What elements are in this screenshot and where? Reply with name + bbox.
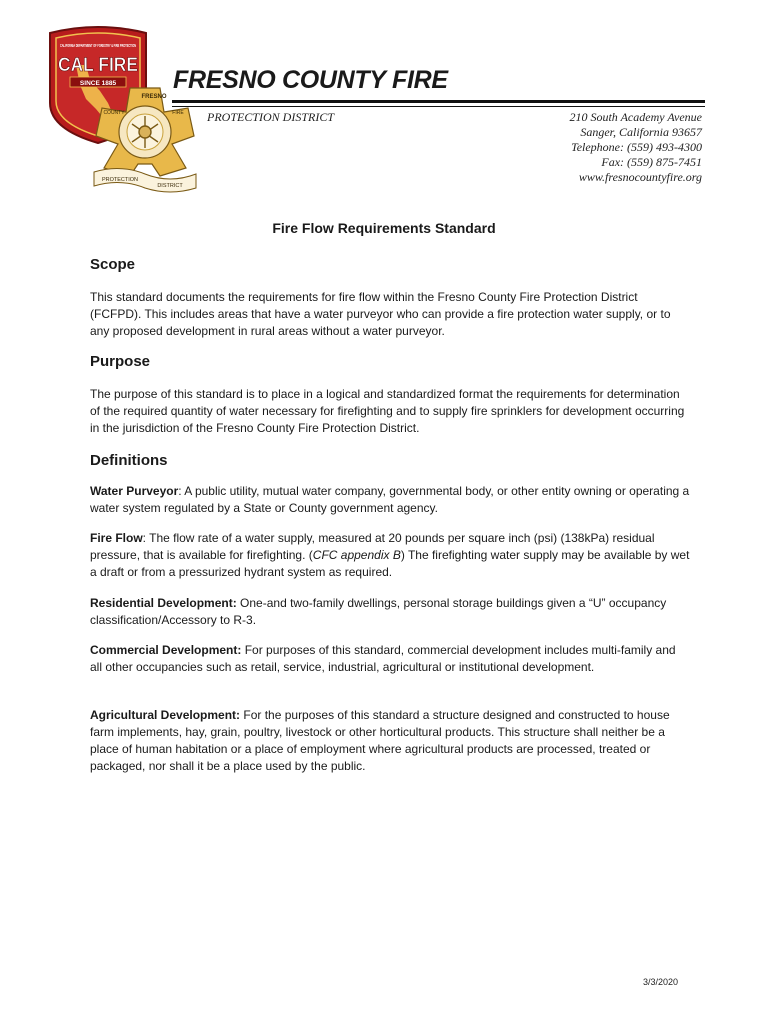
term-agricultural: Agricultural Development: bbox=[90, 708, 241, 722]
definitions-heading: Definitions bbox=[90, 452, 168, 469]
definition-fire-flow-reference: CFC appendix B bbox=[312, 548, 401, 562]
definition-commercial bbox=[90, 642, 690, 676]
definition-agricultural-text: For the purposes of this standard a structure designed and constructed to house farm implements, hay, grain, poultry, livestock or other horticultural products. This structure shall neither be a place of human habitation or a place of employment where agricultural products are processed, treated or packaged, nor shall it be a place used by the public. bbox=[90, 708, 670, 773]
address-street: 210 South Academy Avenue bbox=[569, 110, 702, 124]
organization-name: FRESNO COUNTY FIRE bbox=[173, 66, 448, 94]
header-rule-thick bbox=[172, 100, 705, 103]
document-title: Fire Flow Requirements Standard bbox=[272, 220, 496, 236]
header-logos bbox=[40, 22, 210, 194]
fire-district-logo-left: COUNTY bbox=[103, 110, 125, 116]
purpose-heading: Purpose bbox=[90, 353, 151, 370]
term-commercial: Commercial Development: bbox=[90, 643, 242, 657]
header-rule-thin bbox=[172, 106, 705, 107]
definition-fire-flow bbox=[90, 530, 690, 581]
definition-water-purveyor bbox=[90, 483, 690, 517]
address-fax: Fax: (559) 875-7451 bbox=[601, 155, 702, 169]
definition-residential bbox=[90, 595, 690, 629]
contact-address bbox=[569, 110, 702, 185]
cal-fire-logo-top-text: CALIFORNIA DEPARTMENT OF FORESTRY & FIRE PROTECTION bbox=[60, 43, 136, 48]
fire-district-logo-banner-left: PROTECTION bbox=[101, 177, 139, 183]
document-date: 3/3/2020 bbox=[642, 977, 678, 987]
scope-text: This standard documents the requirements for fire flow within the Fresno County Fire Protection District (FCFPD). This includes areas that have a water purveyor who can provide a fire protection water supply, or to any proposed development in rural areas without a water purveyor. bbox=[90, 290, 671, 338]
fire-district-logo-top: FRESNO bbox=[141, 94, 167, 100]
definition-water-purveyor-text: : A public utility, mutual water company, governmental body, or other entity owning or operating a water system regulated by a State or County government agency. bbox=[90, 484, 690, 515]
definition-fire-flow-text-a: : The flow rate of a water supply, measured at 20 pounds per square inch (psi) (138kPa) residual pressure, that is available for firefighting. ( bbox=[90, 531, 655, 562]
definition-residential-text: One-and two-family dwellings, personal storage buildings given a “U” occupancy classification/Accessory to R-3. bbox=[90, 596, 667, 627]
term-fire-flow: Fire Flow bbox=[90, 531, 143, 545]
purpose-text: The purpose of this standard is to place in a logical and standardized format the requirements for determination of the required quantity of water necessary for firefighting and to supply fire sprinklers for development occurring in the jurisdiction of the Fresno County Fire Protection District. bbox=[90, 387, 685, 435]
fire-district-logo-banner-right: DISTRICT bbox=[157, 183, 183, 189]
address-website[interactable]: www.fresnocountyfire.org bbox=[578, 170, 702, 184]
definition-agricultural bbox=[90, 707, 690, 775]
organization-subtitle: PROTECTION DISTRICT bbox=[207, 110, 335, 124]
term-water-purveyor: Water Purveyor bbox=[90, 484, 179, 498]
cal-fire-logo-since: SINCE 1885 bbox=[79, 80, 117, 87]
address-telephone: Telephone: (559) 493-4300 bbox=[571, 140, 702, 154]
scope-heading: Scope bbox=[90, 256, 136, 273]
cal-fire-logo-brand: CAL FIRE bbox=[58, 55, 138, 76]
definition-fire-flow-text-b: ) The firefighting water supply may be available by wet a draft or from a pressurized hydrant system as required. bbox=[90, 548, 690, 579]
address-city: Sanger, California 93657 bbox=[580, 125, 702, 139]
definition-commercial-text: For purposes of this standard, commercial development includes multi-family and all other occupancies such as retail, service, industrial, agricultural or institutional development. bbox=[90, 643, 676, 674]
fire-district-logo-right: FIRE bbox=[172, 110, 184, 116]
term-residential: Residential Development: bbox=[90, 596, 237, 610]
